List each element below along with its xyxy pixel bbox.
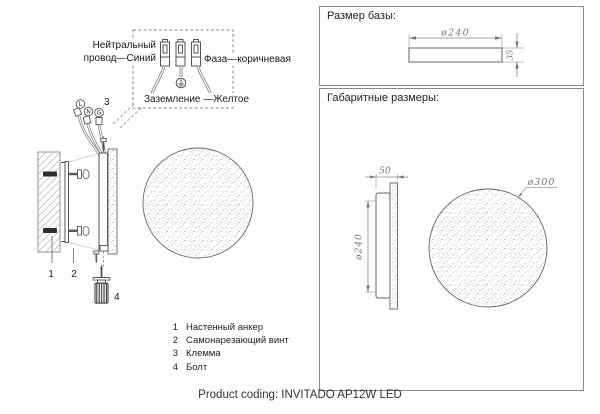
parts-legend — [170, 321, 289, 374]
base-diameter-dim: ø240 — [441, 27, 470, 39]
mounting-bracket — [61, 162, 69, 243]
terminal-g-label: G — [96, 110, 102, 117]
lamp-diffuser-side — [108, 149, 117, 254]
leader-dashes — [113, 104, 141, 128]
base-height-dim: 35 — [505, 49, 516, 61]
callout-1: 1 — [48, 269, 54, 280]
bottom-clip-icon — [94, 246, 108, 264]
legend-item: 4 Болт — [172, 361, 208, 373]
lamp-front-view — [143, 148, 253, 258]
overall-outer-diameter-dim: ø300 — [527, 177, 556, 188]
lamp-base-side — [99, 153, 108, 250]
top-screw-icon — [101, 139, 106, 153]
overall-diffuser-side — [390, 183, 398, 309]
ground-wire-label: Заземление —Желтое — [144, 94, 250, 105]
legend-item: 1 Настенный анкер — [172, 322, 264, 333]
ground-symbol-icon — [176, 78, 186, 88]
terminal-block-icons — [161, 40, 201, 67]
product-coding: Product coding: INVITADO AP12W LED — [198, 389, 402, 401]
base-size-panel — [319, 6, 584, 86]
callout-3: 3 — [104, 97, 110, 108]
overall-base-diameter-dim: ø240 — [354, 233, 365, 260]
neutral-wire-label: Нейтральный провод—Синий — [80, 39, 156, 65]
terminal-n-label: N — [86, 109, 91, 116]
overall-front-view — [429, 189, 547, 307]
bolt-icon — [93, 264, 110, 303]
lng-connectors — [73, 100, 103, 125]
overall-base-side — [376, 193, 390, 298]
terminal-l-label: L — [78, 102, 83, 109]
projection-lines — [69, 154, 100, 251]
overall-size-panel — [319, 88, 584, 391]
base-profile-rect — [409, 48, 502, 62]
overall-size-drawing — [320, 89, 583, 390]
self-tapping-screw-icons — [69, 170, 89, 236]
overall-size-title: Габаритные размеры: — [327, 92, 439, 104]
phase-wire-label: Фаза—коричневая — [204, 54, 291, 65]
overall-depth-dim: 50 — [379, 166, 391, 177]
callout-2: 2 — [71, 269, 77, 280]
legend-item: 3 Клемма — [172, 348, 221, 360]
wall-section — [38, 152, 60, 252]
base-size-title: Размер базы: — [327, 10, 396, 22]
legend-item: 2 Самонарезающий винт — [172, 335, 289, 347]
base-size-drawing — [320, 7, 583, 85]
callout-4: 4 — [114, 292, 120, 303]
